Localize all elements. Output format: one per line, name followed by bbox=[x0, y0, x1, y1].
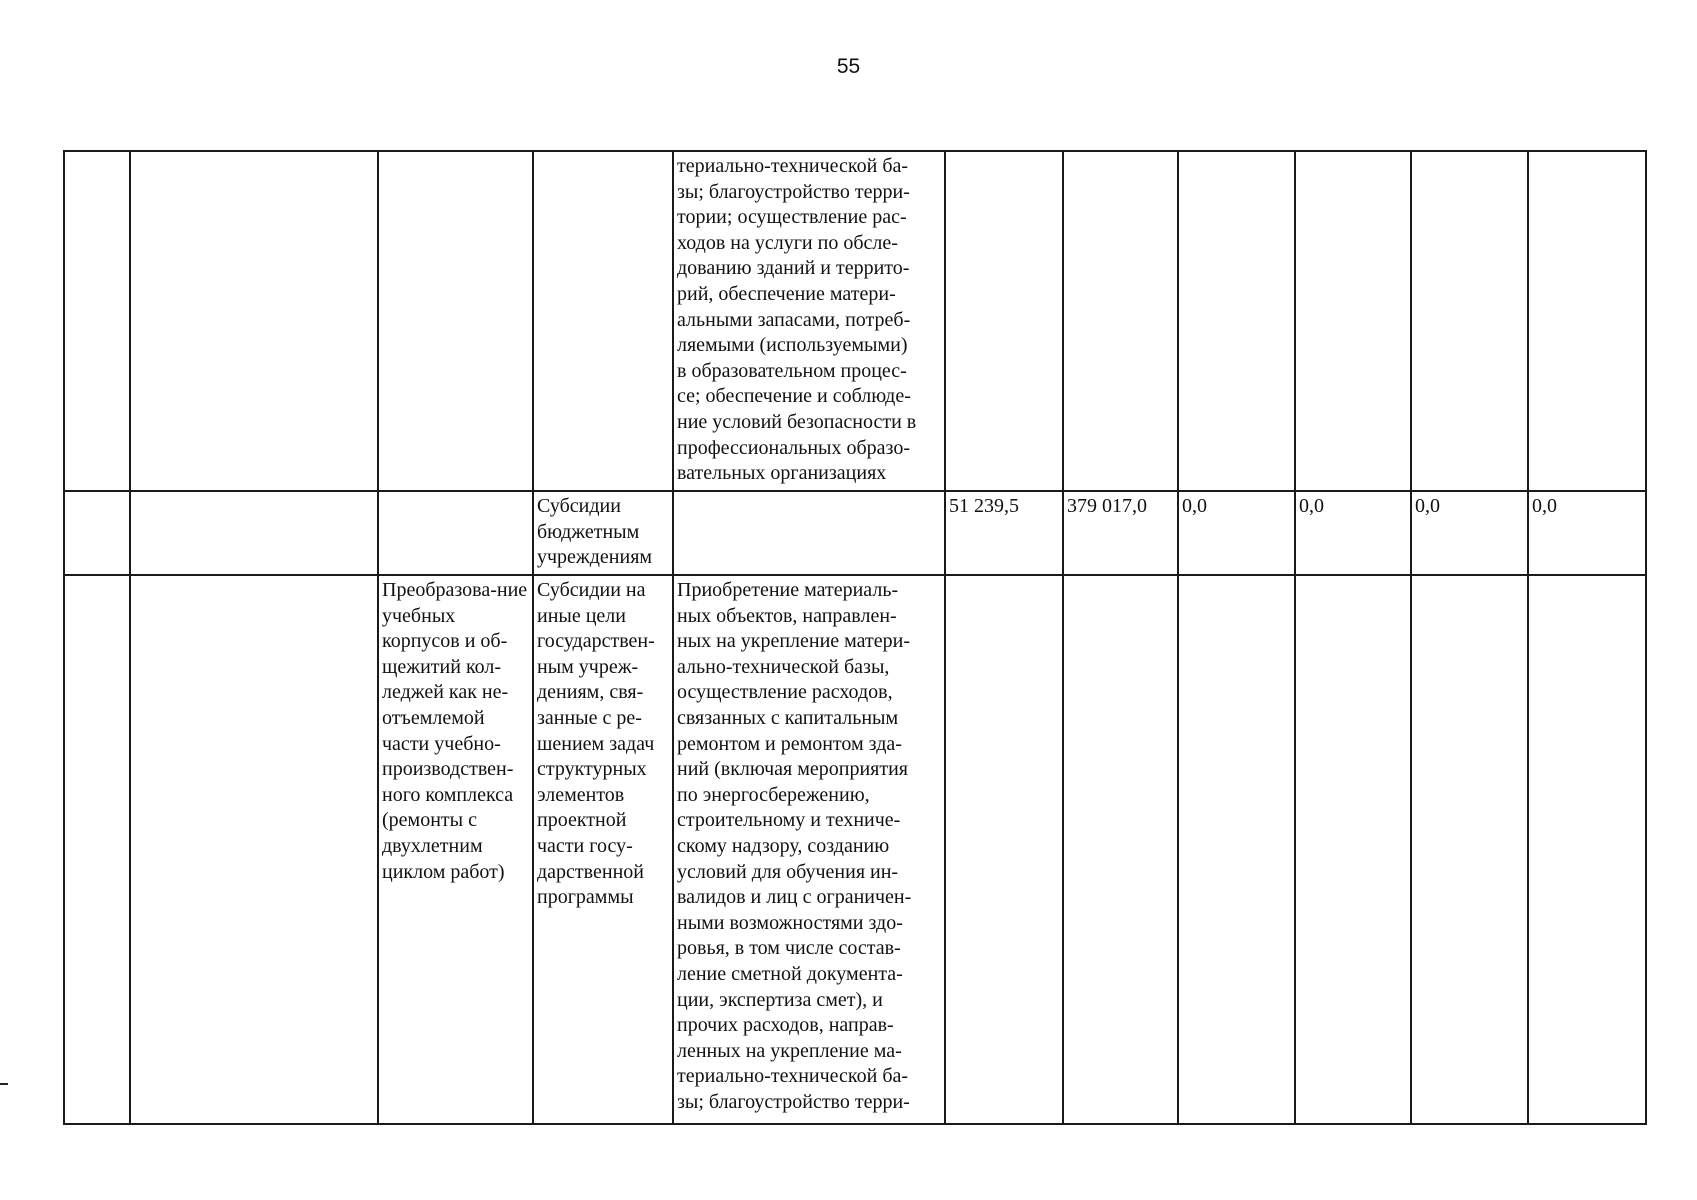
cell-value: 0,0 bbox=[1528, 491, 1646, 575]
cell-name bbox=[130, 151, 378, 491]
cell-funding-type: Субсидии на иные цели государствен-ным учреж-дениям, свя-занные с ре-шением задач структурных элементов проектной части госу-дарственной программы bbox=[533, 575, 673, 1124]
description-line: скому надзору, созданию bbox=[677, 834, 890, 857]
description-line: Приобретение материаль- bbox=[677, 579, 899, 601]
cell-name bbox=[130, 575, 378, 1124]
description-line: ление сметной документа- bbox=[677, 962, 903, 985]
cell-value bbox=[945, 151, 1063, 491]
cell-funding-type: Субсидии бюджетным учреждениям bbox=[533, 491, 673, 575]
cell-value bbox=[1295, 575, 1411, 1124]
table-row bbox=[64, 491, 1646, 575]
description-line: териально-технической ба- bbox=[677, 155, 909, 177]
cell-value bbox=[1295, 151, 1411, 491]
description-line: териально-технической ба- bbox=[677, 1065, 909, 1088]
cell-value: 51 239,5 bbox=[945, 491, 1063, 575]
description-line: ходов на услуги по обсле- bbox=[677, 231, 898, 254]
description-line: строительному и техниче- bbox=[677, 809, 901, 832]
cell-value: 0,0 bbox=[1178, 491, 1295, 575]
cell-value bbox=[1178, 575, 1295, 1124]
table-row bbox=[64, 151, 1646, 491]
cell-number bbox=[64, 575, 130, 1124]
description-line: связанных с капитальным bbox=[677, 706, 899, 729]
cell-value bbox=[1411, 151, 1528, 491]
page-number: 55 bbox=[836, 55, 861, 78]
description-line: условий для обучения ин- bbox=[677, 860, 899, 883]
description-line: валидов и лиц с ограничен- bbox=[677, 886, 912, 909]
description-line: зы; благоустройство терри- bbox=[677, 180, 910, 203]
cell-value bbox=[1411, 575, 1528, 1124]
table-row bbox=[64, 575, 1646, 1124]
description-line: ных на укрепление матери- bbox=[677, 630, 911, 653]
cell-description bbox=[673, 491, 945, 575]
description-line: ными возможностями здо- bbox=[677, 911, 903, 934]
cell-value bbox=[1178, 151, 1295, 491]
description-line: ровья, в том числе состав- bbox=[677, 937, 901, 960]
description-line: альными запасами, потреб- bbox=[677, 308, 911, 331]
cell-number bbox=[64, 491, 130, 575]
description-line: ний (включая мероприятия bbox=[677, 758, 909, 781]
cell-value: 379 017,0 bbox=[1063, 491, 1178, 575]
cell-value bbox=[1528, 575, 1646, 1124]
description-line: ных объектов, направлен- bbox=[677, 604, 897, 627]
description-line: ремонтом и ремонтом зда- bbox=[677, 732, 902, 755]
budget-table bbox=[63, 150, 1647, 1125]
cell-event bbox=[378, 491, 533, 575]
description-line: в образовательном процес- bbox=[677, 359, 907, 382]
cell-description bbox=[673, 575, 945, 1124]
cell-value bbox=[945, 575, 1063, 1124]
description-line: осуществление расходов, bbox=[677, 681, 893, 704]
description-line: ально-технической базы, bbox=[677, 655, 890, 678]
cell-description bbox=[673, 151, 945, 491]
cell-event: Преобразова-ние учебных корпусов и об-щежитий кол-леджей как не-отъемлемой части учебно-производствен-ного комплекса (ремонты с двухлетним циклом работ) bbox=[378, 575, 533, 1124]
cell-number bbox=[64, 151, 130, 491]
description-line: вательных организациях bbox=[677, 462, 887, 485]
description-line: се; обеспечение и соблюде- bbox=[677, 385, 911, 408]
description-line: по энергосбережению, bbox=[677, 783, 870, 806]
description-line: профессиональных образо- bbox=[677, 436, 910, 459]
cell-event bbox=[378, 151, 533, 491]
cell-value bbox=[1063, 151, 1178, 491]
description-line: рий, обеспечение матери- bbox=[677, 282, 896, 305]
scan-artifact-mark bbox=[0, 1083, 8, 1085]
description-line: ции, экспертиза смет), и bbox=[677, 988, 883, 1011]
description-line: зы; благоустройство терри- bbox=[677, 1090, 910, 1113]
cell-funding-type bbox=[533, 151, 673, 491]
cell-value: 0,0 bbox=[1411, 491, 1528, 575]
cell-value bbox=[1528, 151, 1646, 491]
description-line: ляемыми (используемыми) bbox=[677, 334, 908, 357]
description-line: тории; осуществление рас- bbox=[677, 206, 907, 229]
cell-name bbox=[130, 491, 378, 575]
description-line: ленных на укрепление ма- bbox=[677, 1039, 902, 1062]
description-line: ние условий безопасности в bbox=[677, 410, 917, 433]
description-line: дованию зданий и террито- bbox=[677, 257, 910, 280]
cell-value bbox=[1063, 575, 1178, 1124]
description-line: прочих расходов, направ- bbox=[677, 1014, 894, 1037]
cell-value: 0,0 bbox=[1295, 491, 1411, 575]
